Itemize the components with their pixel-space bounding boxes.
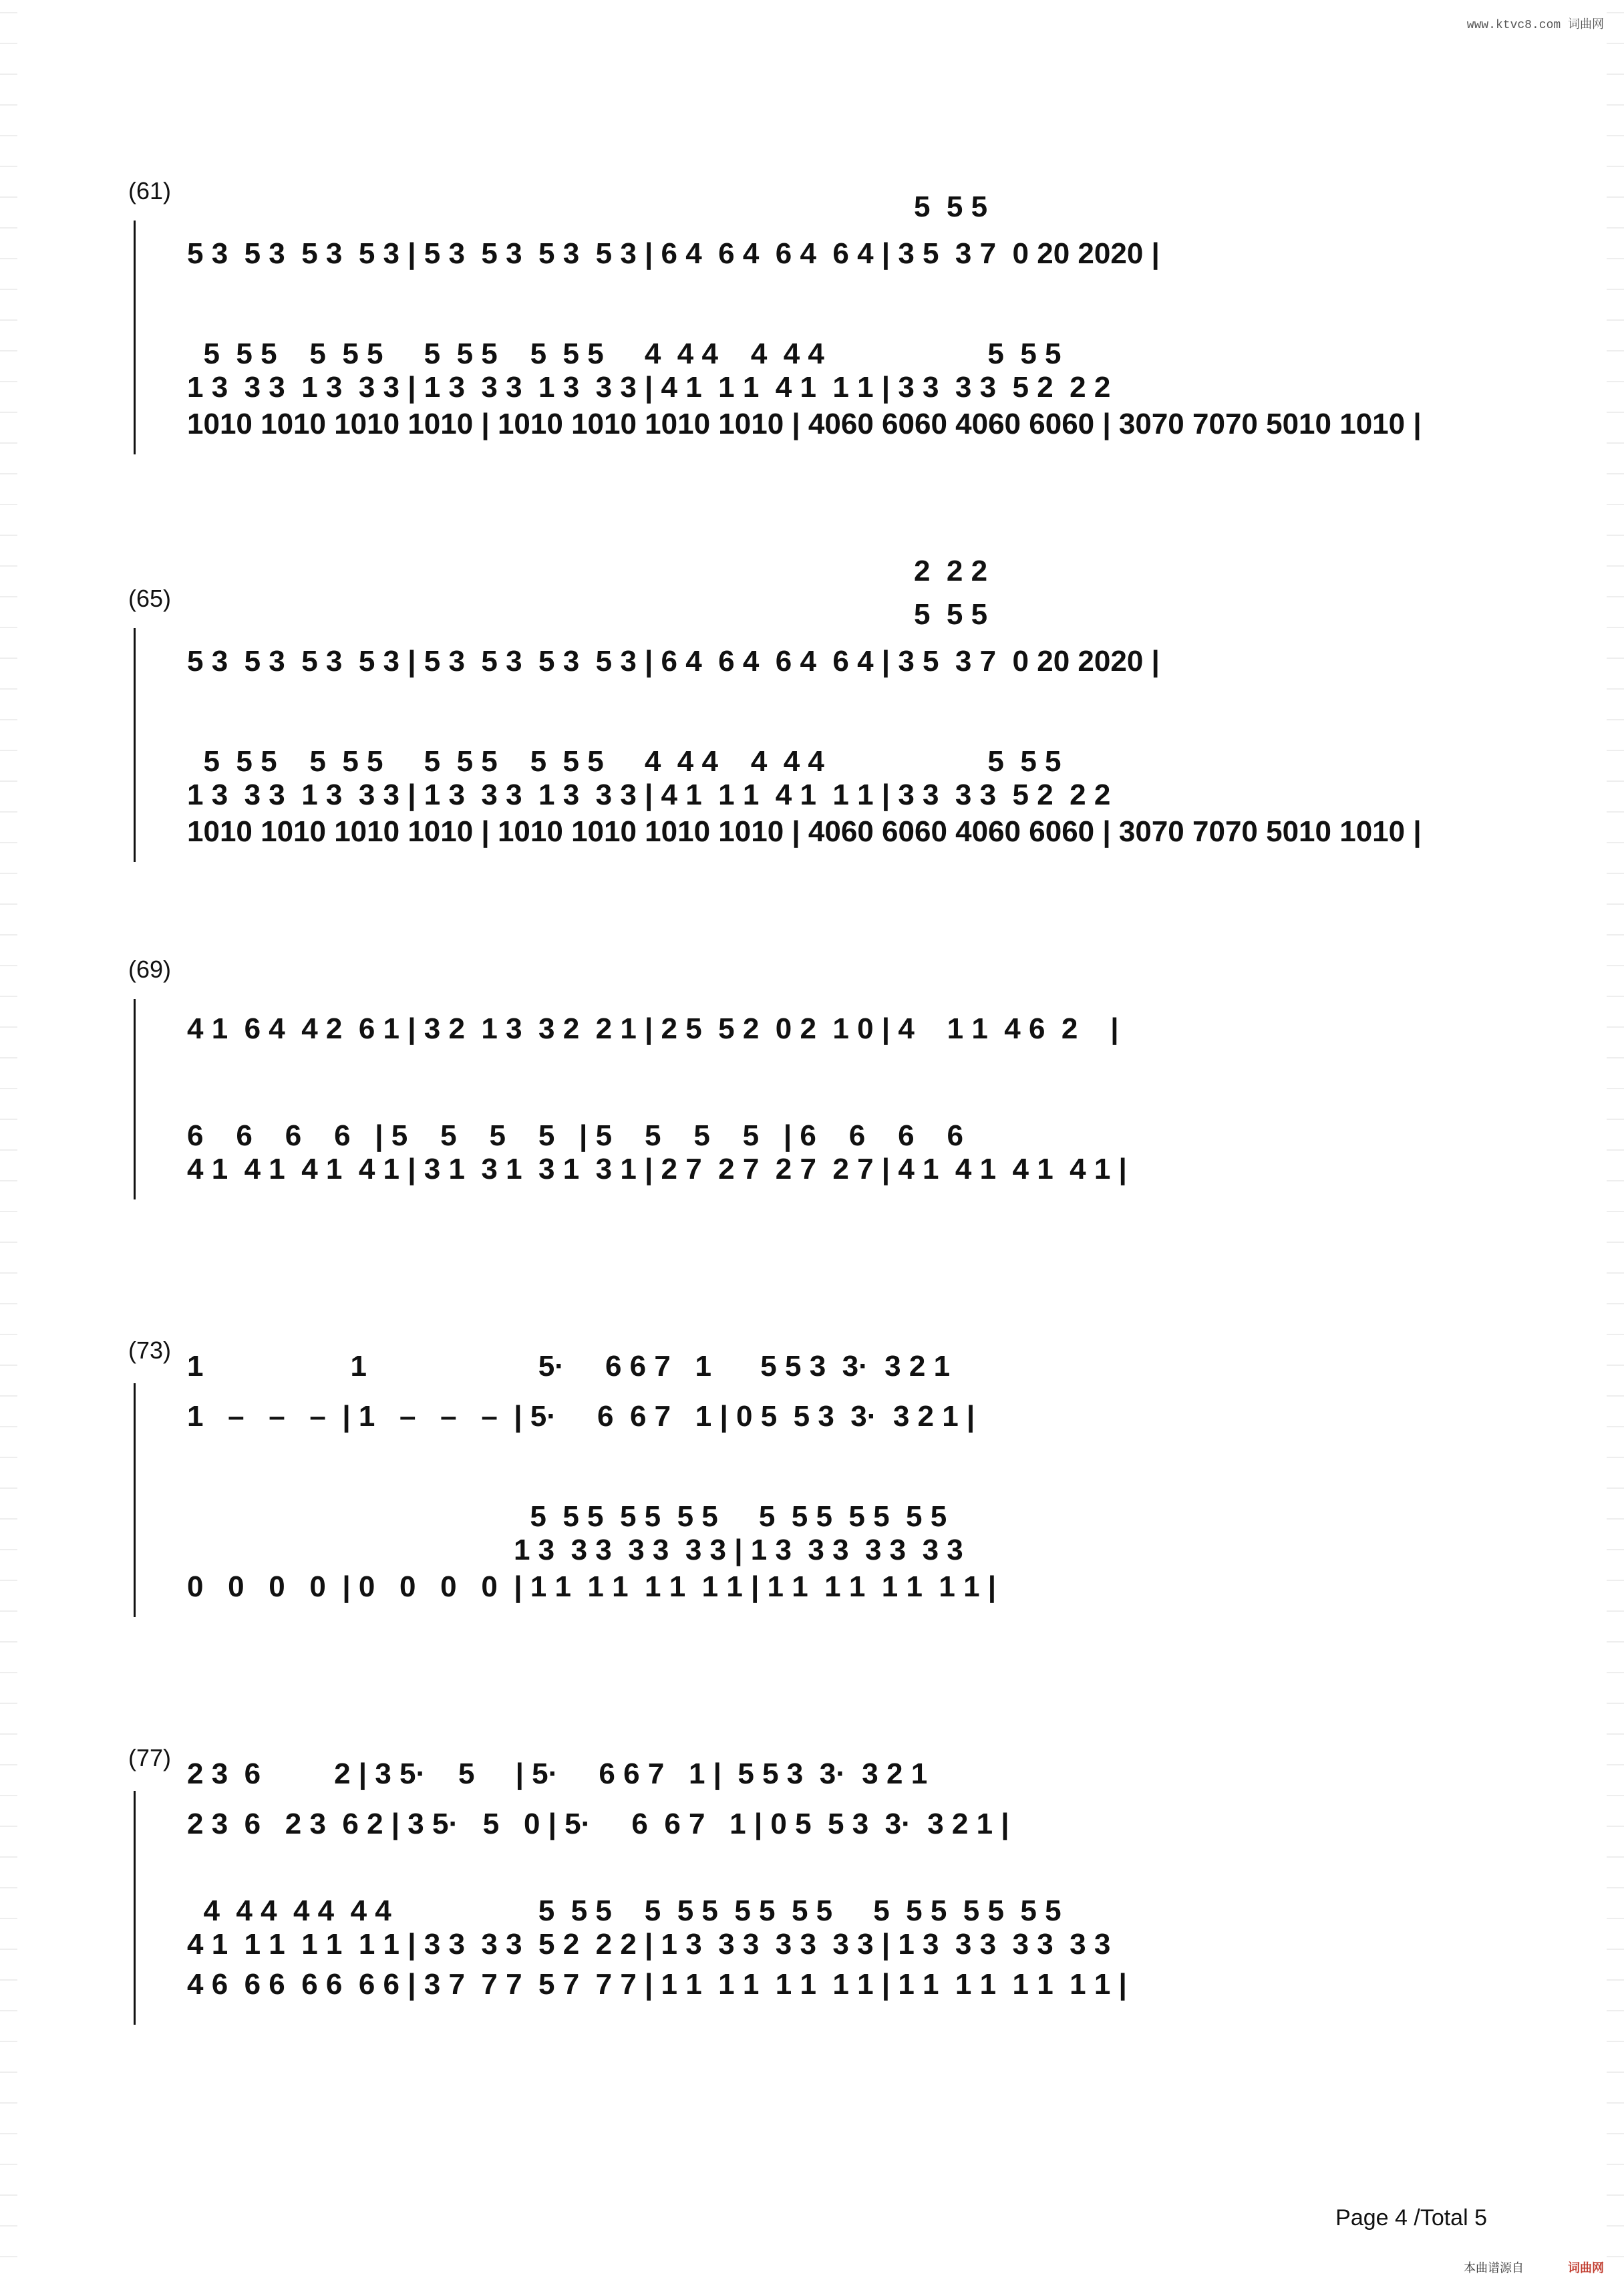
lower-mid-notes: 1 3 3 3 3 3 3 3 | 1 3 3 3 3 3 3 3	[187, 1534, 963, 1566]
lower-staff: 0 0 0 0 | 0 0 0 0 | 1 1 1 1 1 1 1 1 | 1 1 1 1 1 1 1 1 |	[187, 1570, 997, 1603]
lower-mid-notes: 4 1 1 1 1 1 1 1 | 3 3 3 3 5 2 2 2 | 1 3 3 3 3 3 3 3 | 1 3 3 3 3 3 3 3	[187, 1928, 1111, 1961]
left-border-pattern	[0, 0, 17, 2284]
lower-mid-notes: 1 3 3 3 1 3 3 3 | 1 3 3 3 1 3 3 3 | 4 1 1 1 4 1 1 1 | 3 3 3 3 5 2 2 2	[187, 371, 1111, 404]
lower-staff: 1010 1010 1010 1010 | 1010 1010 1010 1010 | 4060 6060 4060 6060 | 3070 7070 5010 1010 |	[187, 408, 1422, 440]
lower-top-notes: 5 5 5 5 5 5 5 5 5 5 5 5 4 4 4 4 4 4 5 5 5	[187, 745, 1062, 778]
upper-staff: 4 1 6 4 4 2 6 1 | 3 2 1 3 3 2 2 1 | 2 5 5 2 0 2 1 0 | 4 1 1 4 6 2 |	[187, 1012, 1119, 1045]
lower-top-notes: 5 5 5 5 5 5 5 5 5 5 5 5 5 5	[187, 1500, 947, 1533]
measure-number: (65)	[128, 585, 172, 612]
staff-brace	[134, 999, 136, 1199]
footer-logo: 词曲网	[1568, 2261, 1604, 2275]
measure-number: (73)	[128, 1336, 172, 1364]
lower-top-notes: 6 6 6 6 | 5 5 5 5 | 5 5 5 5 | 6 6 6 6	[187, 1119, 963, 1152]
page-number: Page 4 /Total 5	[1335, 2205, 1487, 2231]
lower-mid-notes: 1 3 3 3 1 3 3 3 | 1 3 3 3 1 3 3 3 | 4 1 1 1 4 1 1 1 | 3 3 3 3 5 2 2 2	[187, 778, 1111, 811]
upper-top-notes-2: 5 5 5	[187, 598, 988, 631]
upper-staff: 5 3 5 3 5 3 5 3 | 5 3 5 3 5 3 5 3 | 6 4 6 4 6 4 6 4 | 3 5 3 7 0 20 2020 |	[187, 237, 1160, 270]
header-site-text: www.ktvc8.com 词曲网	[1466, 19, 1604, 32]
lower-top-notes: 4 4 4 4 4 4 4 5 5 5 5 5 5 5 5 5 5 5 5 5 5 5 5 5	[187, 1894, 1062, 1927]
upper-top-notes: 5 5 5	[187, 190, 988, 223]
upper-top-notes: 1 1 5· 6 6 7 1 5 5 3 3· 3 2 1	[187, 1350, 951, 1383]
lower-staff: 4 1 4 1 4 1 4 1 | 3 1 3 1 3 1 3 1 | 2 7 2 7 2 7 2 7 | 4 1 4 1 4 1 4 1 |	[187, 1153, 1127, 1185]
staff-brace	[134, 221, 136, 454]
right-border-pattern	[1607, 0, 1624, 2284]
measure-number: (69)	[128, 956, 172, 983]
upper-staff: 1 – – – | 1 – – – | 5· 6 6 7 1 | 0 5 5 3 3· 3 2 1 |	[187, 1400, 975, 1433]
measure-number: (77)	[128, 1744, 172, 1771]
upper-top-notes: 2 3 6 2 | 3 5· 5 | 5· 6 6 7 1 | 5 5 3 3· 3 2 1	[187, 1757, 928, 1790]
lower-staff: 4 6 6 6 6 6 6 6 | 3 7 7 7 5 7 7 7 | 1 1 1 1 1 1 1 1 | 1 1 1 1 1 1 1 1 |	[187, 1968, 1127, 2001]
upper-staff: 2 3 6 2 3 6 2 | 3 5· 5 0 | 5· 6 6 7 1 | 0 5 5 3 3· 3 2 1 |	[187, 1808, 1009, 1840]
lower-top-notes: 5 5 5 5 5 5 5 5 5 5 5 5 4 4 4 4 4 4 5 5 5	[187, 337, 1062, 370]
staff-brace	[134, 1791, 136, 2025]
staff-brace	[134, 1383, 136, 1617]
upper-top-notes: 2 2 2	[187, 555, 988, 587]
staff-brace	[134, 628, 136, 862]
upper-staff: 5 3 5 3 5 3 5 3 | 5 3 5 3 5 3 5 3 | 6 4 6 4 6 4 6 4 | 3 5 3 7 0 20 2020 |	[187, 645, 1160, 678]
lower-staff: 1010 1010 1010 1010 | 1010 1010 1010 1010 | 4060 6060 4060 6060 | 3070 7070 5010 1010 |	[187, 815, 1422, 848]
measure-number: (61)	[128, 177, 172, 204]
footer-source-text: 本曲谱源自	[1464, 2261, 1524, 2275]
